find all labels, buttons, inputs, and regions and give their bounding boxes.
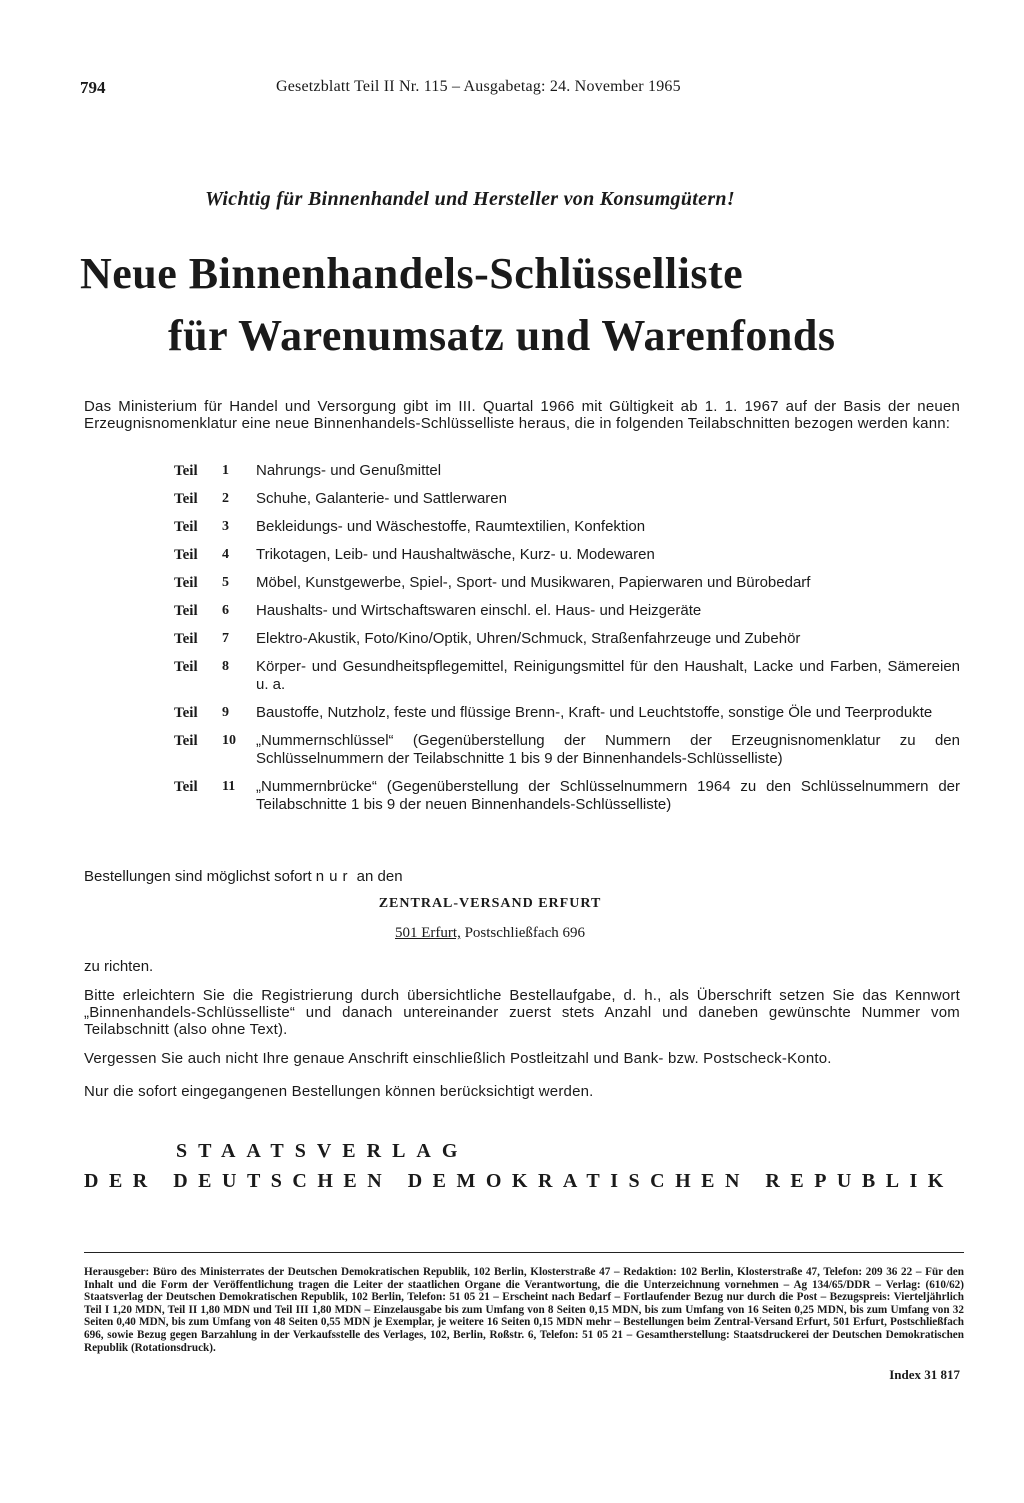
part-text: „Nummernbrücke“ (Gegenüberstellung der Schlüsselnummern 1964 zu den Schlüsselnummern der Teilabschnitte 1 bis 9 der neuen Binnenhandels-Schlüsselliste) (256, 778, 960, 813)
list-item (174, 490, 960, 508)
part-label: Teil (174, 631, 198, 647)
part-label: Teil (174, 603, 198, 619)
running-head: Gesetzblatt Teil II Nr. 115 – Ausgabetag: 24. November 1965 (276, 78, 681, 95)
list-item (174, 778, 960, 814)
part-text: Möbel, Kunstgewerbe, Spiel-, Sport- und Musikwaren, Papierwaren und Bürobedarf (256, 574, 811, 591)
list-item (174, 602, 960, 620)
part-label: Teil (174, 705, 198, 721)
list-item (174, 658, 960, 694)
part-text: Bekleidungs- und Wäschestoffe, Raumtextilien, Konfektion (256, 518, 646, 535)
list-item (174, 574, 960, 592)
part-label: Teil (174, 547, 198, 563)
part-number: 6 (222, 603, 229, 618)
announcement-subtitle: Wichtig für Binnenhandel und Hersteller von Konsumgütern! (205, 188, 735, 210)
part-text: Nahrungs- und Genußmittel (256, 462, 442, 479)
list-item (174, 732, 960, 768)
list-item (174, 630, 960, 648)
part-number: 5 (222, 575, 229, 590)
title-line-2: für Warenumsatz und Warenfonds (168, 311, 836, 360)
part-text: Baustoffe, Nutzholz, feste und flüssige Brenn-, Kraft- und Leuchtstoffe, sonstige Öle und Teerprodukte (256, 704, 933, 721)
part-label: Teil (174, 779, 198, 795)
part-text: Elektro-Akustik, Foto/Kino/Optik, Uhren/Schmuck, Straßenfahrzeuge und Zubehör (256, 630, 801, 647)
parts-list (174, 462, 960, 824)
order-line-end: an den (356, 868, 403, 885)
part-label: Teil (174, 575, 198, 591)
paragraph-registration: Bitte erleichtern Sie die Registrierung durch übersichtliche Bestellaufgabe, d. h., als Überschrift setzen Sie das Kennwort „Binnenhandels-Schlüsselliste“ und danach untereinander zuerst stets Anzahl und daneben gewünschte Nummer vom Teilabschnitt (also ohne Text). (84, 987, 960, 1038)
list-item (174, 704, 960, 722)
part-label: Teil (174, 491, 198, 507)
order-emphasis: nur (315, 868, 353, 885)
order-closing: zu richten. (84, 958, 154, 975)
intro-paragraph: Das Ministerium für Handel und Versorgung gibt im III. Quartal 1966 mit Gültigkeit ab 1. 1. 1967 auf der Basis der neuen Erzeugnisnomenklatur eine neue Binnenhandels-Schlüsselliste heraus, die in folgenden Teilabschnitten bezogen werden kann: (84, 398, 960, 432)
part-number: 8 (222, 659, 229, 674)
recipient-address (0, 925, 980, 942)
recipient-city: 501 Erfurt, (395, 925, 461, 941)
part-text: „Nummernschlüssel“ (Gegenüberstellung der Nummern der Erzeugnisnomenklatur zu den Schlüsselnummern der Teilabschnitte 1 bis 9 der Binnenhandels-Schlüsselliste) (256, 732, 960, 767)
part-label: Teil (174, 519, 198, 535)
part-number: 9 (222, 705, 229, 720)
part-number: 10 (222, 733, 236, 748)
recipient-name: ZENTRAL-VERSAND ERFURT (378, 896, 602, 911)
footer-divider (84, 1252, 964, 1253)
part-text: Haushalts- und Wirtschaftswaren einschl. el. Haus- und Heizgeräte (256, 602, 702, 619)
paragraph-deadline: Nur die sofort eingegangenen Bestellungen können berücksichtigt werden. (84, 1083, 594, 1100)
part-number: 2 (222, 491, 229, 506)
part-text: Trikotagen, Leib- und Haushaltwäsche, Kurz- u. Modewaren (256, 546, 655, 563)
title-line-1: Neue Binnenhandels-Schlüsselliste (80, 249, 744, 298)
list-item (174, 518, 960, 536)
part-label: Teil (174, 733, 198, 749)
part-label: Teil (174, 659, 198, 675)
publisher-line-1: STAATSVERLAG (176, 1140, 469, 1162)
part-number: 1 (222, 463, 229, 478)
index-number: Index 31 817 (889, 1367, 960, 1382)
paragraph-address: Vergessen Sie auch nicht Ihre genaue Anschrift einschließlich Postleitzahl und Bank- bzw. Postscheck-Konto. (84, 1050, 832, 1067)
part-text: Schuhe, Galanterie- und Sattlerwaren (256, 490, 507, 507)
part-number: 4 (222, 547, 229, 562)
publisher-line-2: DER DEUTSCHEN DEMOKRATISCHEN REPUBLIK (84, 1170, 954, 1192)
part-number: 3 (222, 519, 229, 534)
recipient-postbox: Postschließfach 696 (464, 925, 585, 941)
order-instruction (84, 868, 403, 885)
part-number: 7 (222, 631, 229, 646)
page-header (80, 78, 960, 100)
list-item (174, 546, 960, 564)
imprint-text: Herausgeber: Büro des Ministerrates der Deutschen Demokratischen Republik, 102 Berlin, Klosterstraße 47 – Redaktion: 102 Berlin, Klosterstraße 47, Telefon: 209 36 22 – Für den Inhalt und die Form der Veröffentlichung tragen die Leiter der staatlichen Organe die Verantwortung, die die Unterzeichnung vornehmen – Ag 134/65/DDR – Verlag: (610/62) Staatsverlag der Deutschen Demokratischen Republik, 102 Berlin, Telefon: 51 05 21 – Erscheint nach Bedarf – Fortlaufender Bezug nur durch die Post – Bezugspreis: Vierteljährlich Teil I 1,20 MDN, Teil II 1,80 MDN und Teil III 1,80 MDN – Einzelausgabe bis zum Umfang von 8 Seiten 0,15 MDN, bis zum Umfang von 16 Seiten 0,25 MDN, bis zum Umfang von 32 Seiten 0,40 MDN, bis zum Umfang von 48 Seiten 0,55 MDN je Exemplar, je weitere 16 Seiten 0,15 MDN mehr – Bestellungen beim Zentral-Versand Erfurt, 501 Erfurt, Postschließfach 696, sowie Bezug gegen Barzahlung in der Verkaufsstelle des Verlages, 102, Berlin, Roßstr. 6, Telefon: 51 05 21 – Gesamtherstellung: Staatsdruckerei der Deutschen Demokratischen Republik (Rotationsdruck). (84, 1266, 964, 1354)
part-number: 11 (222, 779, 236, 794)
page-number: 794 (80, 78, 106, 97)
part-label: Teil (174, 463, 198, 479)
list-item (174, 462, 960, 480)
order-line-start: Bestellungen sind möglichst sofort (84, 868, 312, 885)
part-text: Körper- und Gesundheitspflegemittel, Reinigungsmittel für den Haushalt, Lacke und Farben, Sämereien u. a. (256, 658, 960, 693)
